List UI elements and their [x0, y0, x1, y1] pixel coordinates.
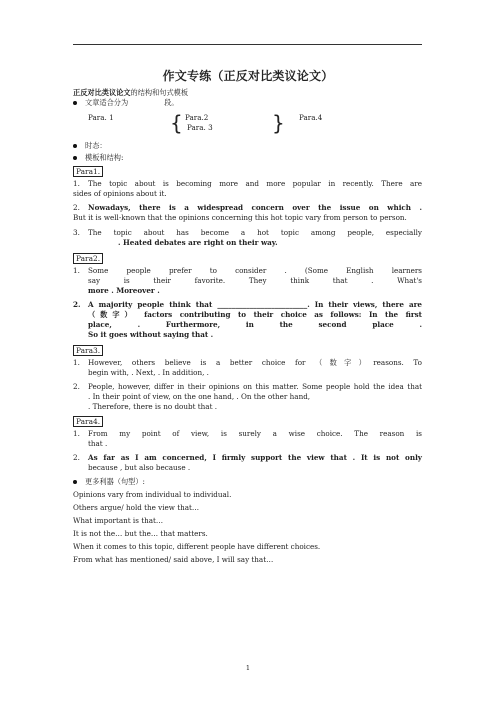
header-rule — [73, 44, 422, 45]
para4-label: Para.4 — [299, 113, 323, 122]
item-number: 2. — [73, 382, 80, 391]
section-label-para1: Para1. — [73, 166, 103, 177]
bullet-tense — [73, 141, 107, 150]
item-text: From my point of view, is surely a wise choice. The reason is — [88, 429, 422, 438]
para1-item2-line2: But it is well-known that the opinions concerning this hot topic vary from person to person. — [73, 213, 407, 222]
section-label-para3: Para3. — [73, 345, 103, 356]
item-text: As far as I am concerned, I firmly support the view that . It is not only — [88, 453, 422, 462]
phrase-line: It is not the… but the… that matters. — [73, 529, 208, 538]
para2-item2-line3: place, . Furthermore, in the second place . — [88, 320, 422, 329]
phrase-line: From what has mentioned/ said above, I will say that… — [73, 555, 274, 564]
bullet-text: 文章适合分为 段。 — [85, 98, 179, 107]
para1-item1-line1 — [73, 179, 422, 188]
item-number: 2. — [73, 453, 80, 462]
item-number: 2. — [73, 203, 80, 212]
phrase-line: Others argue/ hold the view that… — [73, 503, 200, 512]
item-text: Nowadays, there is a widespread concern over the issue on which . — [88, 203, 422, 212]
para2-item1-line3: more . Moreover . — [88, 286, 160, 295]
para3-item2-line2: . In their point of view, on the one hand, . On the other hand, — [88, 392, 311, 401]
subtitle — [73, 88, 188, 97]
item-text: A majority people think that _________________________. In their views, there are — [88, 300, 422, 309]
item-text: The topic about is becoming more and more popular in recently. There are — [88, 179, 422, 188]
section-label-para4: Para4. — [73, 416, 103, 427]
item-number: 1. — [73, 179, 80, 188]
item-text: People, however, differ in their opinions on this matter. Some people hold the idea that — [88, 382, 422, 391]
para3-label: Para. 3 — [187, 123, 213, 132]
para2-label: Para.2 — [185, 113, 209, 122]
para1-label: Para. 1 — [88, 113, 114, 122]
section-label-para2: Para2. — [73, 253, 103, 264]
item-text: The topic about has become a hot topic among people, especially — [88, 228, 422, 237]
item-text: Some people prefer to consider . (Some English learners — [88, 266, 422, 275]
para1-item3-line2: . Heated debates are right on their way. — [118, 238, 278, 247]
para2-item1-line2: say is their favorite. They think that . What's — [88, 276, 422, 285]
phrase-line: Opinions vary from individual to individual. — [73, 490, 232, 499]
para3-item2-line3: . Therefore, there is no doubt that . — [88, 402, 218, 411]
bullet-text: 时态： — [85, 141, 107, 150]
subtitle-bold: 正反对比类议论文 — [73, 88, 131, 97]
bullet-icon — [73, 101, 77, 105]
left-brace-icon: { — [170, 111, 183, 135]
bullet-icon — [73, 144, 77, 148]
para1-item2-line1 — [73, 203, 422, 212]
item-number: 1. — [73, 358, 80, 367]
para2-item2-line1 — [73, 300, 422, 309]
item-text: However, others believe is a better choice for （数字）reasons. To — [88, 358, 422, 367]
item-number: 1. — [73, 429, 80, 438]
bullet-icon — [73, 480, 77, 484]
bullet-text: 更多利器（句型）: — [85, 477, 145, 486]
para4-item2-line2: because , but also because . — [88, 463, 191, 472]
phrase-line: What important is that… — [73, 516, 164, 525]
bullet-icon — [73, 156, 77, 160]
para4-item1-line2: that . — [88, 439, 108, 448]
item-number: 2. — [73, 300, 81, 309]
page-title: 作文专练（正反对比类议论文） — [162, 69, 334, 83]
para2-item2-line4: So it goes without saying that . — [88, 330, 214, 339]
right-brace-icon: } — [272, 111, 285, 135]
para1-item3-line1 — [73, 228, 422, 237]
page-number: 1 — [245, 664, 251, 672]
bullet-paragraph-count — [73, 98, 178, 107]
para3-item1-line2: begin with, . Next, . In addition, . — [88, 368, 209, 377]
subtitle-rest: 的结构和句式模板 — [130, 88, 189, 97]
para3-item1-line1 — [73, 358, 422, 367]
para2-item1-line1 — [73, 266, 422, 275]
phrase-line: When it comes to this topic, different people have different choices. — [73, 542, 321, 551]
bullet-text: 模板和结构: — [85, 153, 124, 162]
para3-item2-line1 — [73, 382, 422, 391]
bullet-more-phrases — [73, 477, 145, 486]
bullet-template — [73, 153, 123, 162]
para2-item2-line2: （数字） factors contributing to their choice as follows: In the first — [88, 310, 422, 319]
para4-item1-line1 — [73, 429, 422, 438]
para1-item1-line2: sides of opinions about it. — [73, 189, 167, 198]
item-number: 3. — [73, 228, 80, 237]
item-number: 1. — [73, 266, 80, 275]
para4-item2-line1 — [73, 453, 422, 462]
